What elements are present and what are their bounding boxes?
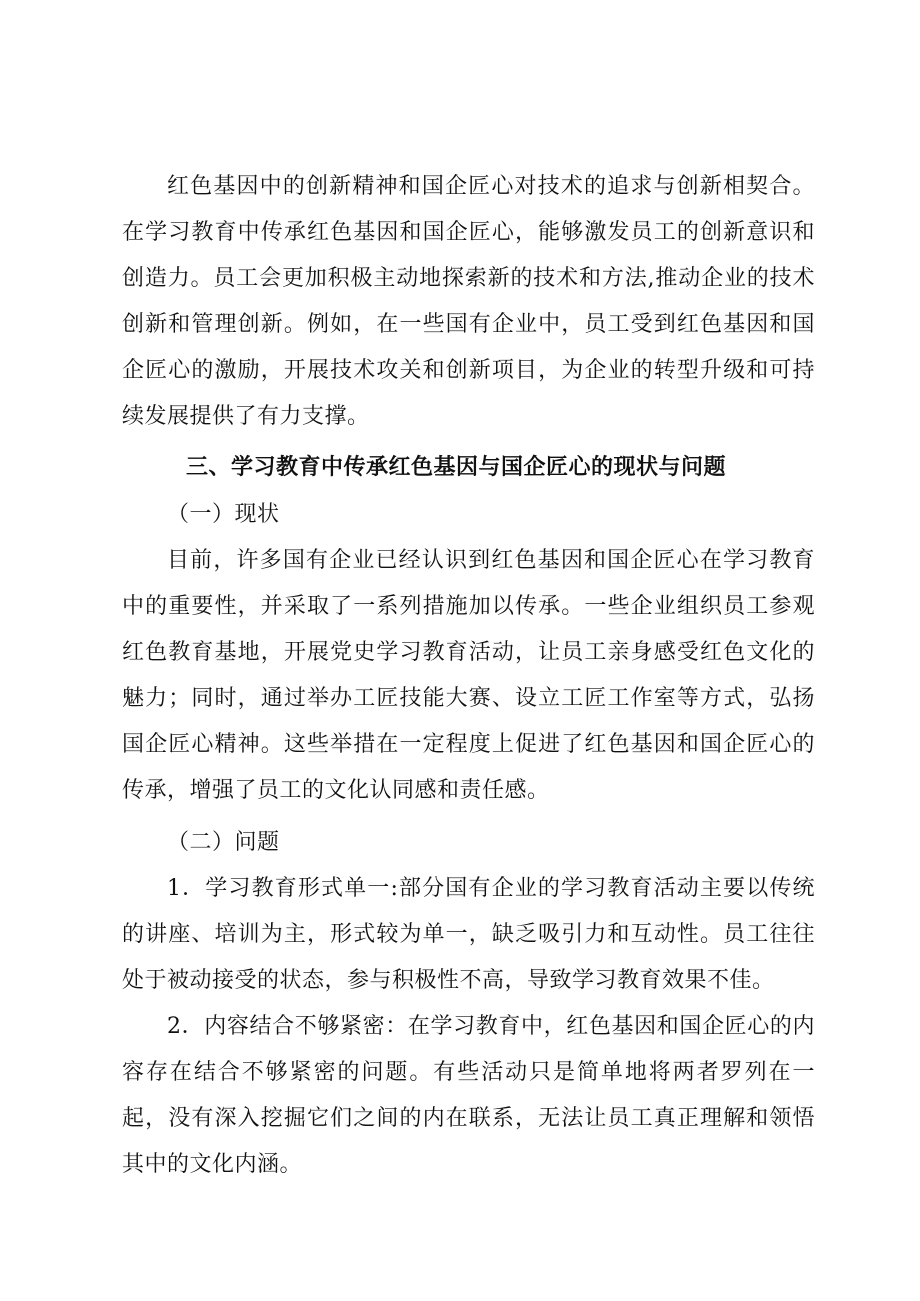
section-heading-3: 三、学习教育中传承红色基因与国企匠心的现状与问题 bbox=[186, 454, 727, 480]
document-page bbox=[122, 164, 815, 1188]
paragraph-problem-2: 2．内容结合不够紧密：在学习教育中，红色基因和国企匠心的内容存在结合不够紧密的问题。有些活动只是简单地将两者罗列在一起，没有深入挖掘它们之间的内在联系，无法让员工真正理解和领悟其中的文化内涵。 bbox=[122, 1014, 815, 1177]
paragraph-status: 目前，许多国有企业已经认识到红色基因和国企匠心在学习教育中的重要性，并采取了一系列措施加以传承。一些企业组织员工参观红色教育基地，开展党史学习教育活动，让员工亲身感受红色文化的魅力；同时，通过举办工匠技能大赛、设立工匠工作室等方式，弘扬国企匠心精神。这些举措在一定程度上促进了红色基因和国企匠心的传承，增强了员工的文化认同感和责任感。 bbox=[122, 548, 815, 803]
paragraph-innovation: 红色基因中的创新精神和国企匠心对技术的追求与创新相契合。在学习教育中传承红色基因和国企匠心，能够激发员工的创新意识和创造力。员工会更加积极主动地探索新的技术和方法,推动企业的技术创新和管理创新。例如，在一些国有企业中，员工受到红色基因和国企匠心的激励，开展技术攻关和创新项目，为企业的转型升级和可持续发展提供了有力支撑。 bbox=[122, 174, 815, 429]
subheading-status: （一）现状 bbox=[167, 502, 280, 527]
subheading-problems: （二）问题 bbox=[167, 830, 280, 855]
paragraph-problem-1: 1．学习教育形式单一:部分国有企业的学习教育活动主要以传统的讲座、培训为主，形式较为单一，缺乏吸引力和互动性。员工往往处于被动接受的状态，参与积极性不高，导致学习教育效果不佳。 bbox=[122, 876, 815, 993]
